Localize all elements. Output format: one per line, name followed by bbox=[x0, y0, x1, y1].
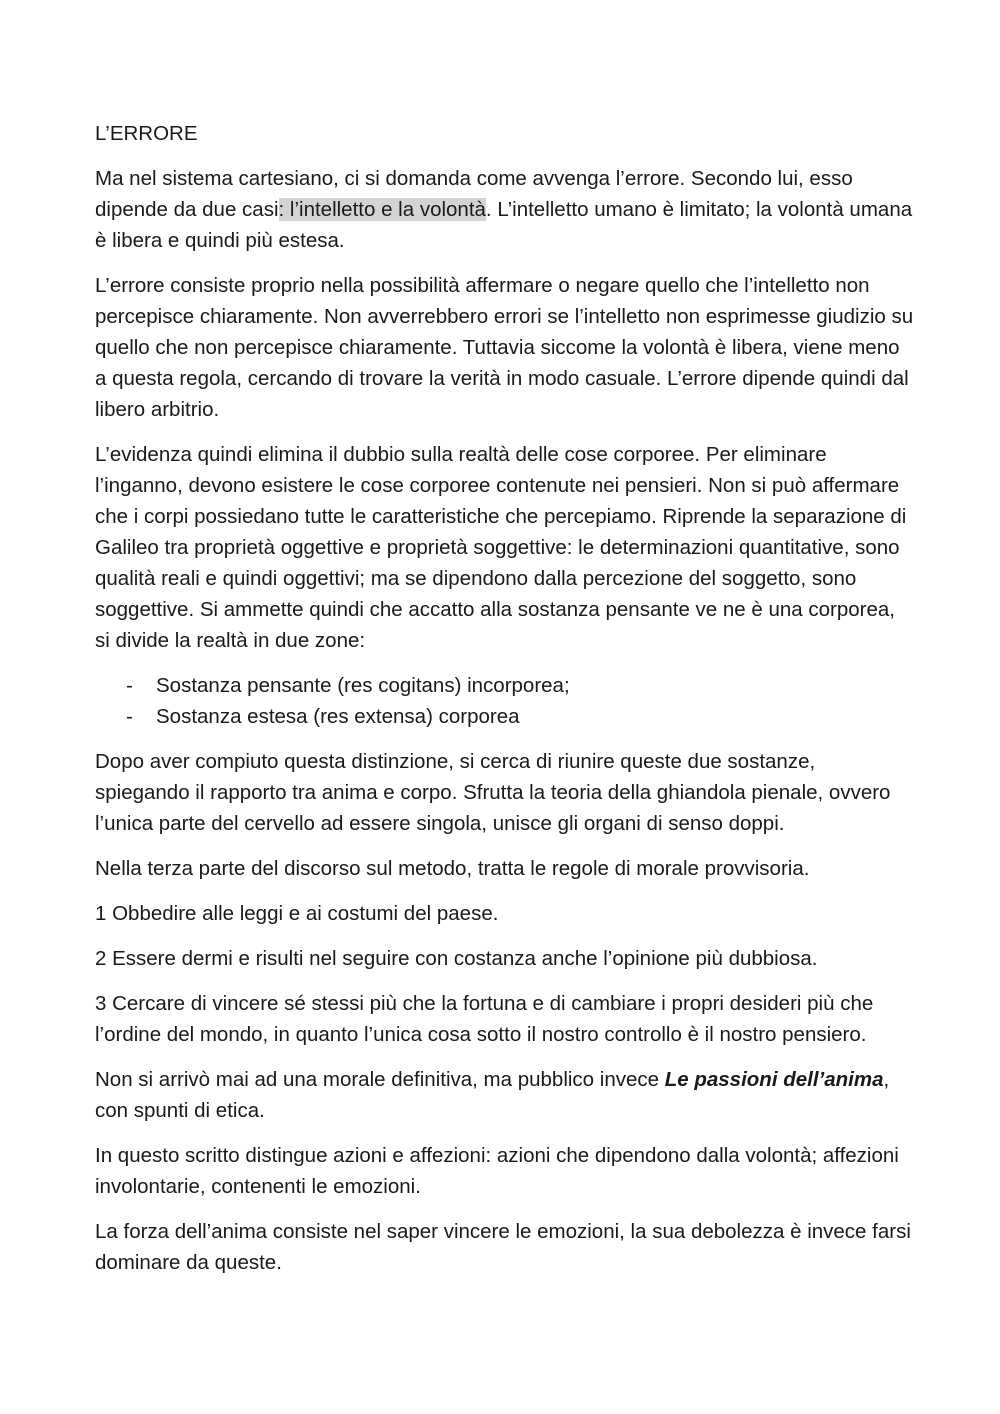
list-item-text: Sostanza pensante (res cogitans) incorporea; bbox=[156, 674, 570, 697]
highlighted-text: : l’intelletto e la volontà bbox=[278, 198, 486, 221]
paragraph-error-definition: L’errore consiste proprio nella possibilità affermare o negare quello che l’intelletto non percepisce chiaramente. Non avverrebbero errori se l’intelletto non esprimesse giudizio su quello che non percepisce chiaramente. Tuttavia siccome la volontà è libera, viene meno a questa regola, cercando di trovare la verità in modo casuale. L’errore dipende quindi dal libero arbitrio. bbox=[95, 274, 914, 421]
paragraph-passions-end: , con spunti di etica. bbox=[95, 1068, 890, 1122]
paragraph-error-causes-start: Ma nel sistema cartesiano, ci si domanda come avvenga l’errore. Secondo lui, esso dipende da due casi bbox=[95, 167, 853, 221]
paragraph-provisional-morals: Nella terza parte del discorso sul metodo, tratta le regole di morale provvisoria. bbox=[95, 857, 810, 880]
list-marker: - bbox=[126, 705, 133, 728]
paragraph-error-causes-end: . L’intelletto umano è limitato; la volontà umana è libera e quindi più estesa. bbox=[95, 198, 913, 252]
paragraph-actions-affections: In questo scritto distingue azioni e affezioni: azioni che dipendono dalla volontà; affezioni involontarie, contenenti le emozioni. bbox=[95, 1144, 899, 1198]
paragraph-error-causes bbox=[95, 163, 915, 256]
rule-3: 3 Cercare di vincere sé stessi più che la fortuna e di cambiare i propri desideri più che l’ordine del mondo, in quanto l’unica cosa sotto il nostro controllo è il nostro pensiero. bbox=[95, 992, 874, 1046]
list-marker: - bbox=[126, 674, 133, 697]
document-page bbox=[95, 118, 915, 1292]
list-item bbox=[95, 701, 915, 732]
substance-list bbox=[95, 670, 915, 732]
list-item bbox=[95, 670, 915, 701]
paragraph-passions bbox=[95, 1064, 915, 1126]
paragraph-evidence: L’evidenza quindi elimina il dubbio sulla realtà delle cose corporee. Per eliminare l’inganno, devono esistere le cose corporee contenute nei pensieri. Non si può affermare che i corpi possiedano tutte le caratteristiche che percepiamo. Riprende la separazione di Galileo tra proprietà oggettive e proprietà soggettive: le determinazioni quantitative, sono qualità reali e quindi oggettivi; ma se dipendono dalla percezione del soggetto, sono soggettive. Si ammette quindi che accatto alla sostanza pensante ve ne è una corporea, si divide la realtà in due zone: bbox=[95, 443, 907, 652]
rule-2: 2 Essere dermi e risulti nel seguire con costanza anche l’opinione più dubbiosa. bbox=[95, 947, 818, 970]
paragraph-soul-strength: La forza dell’anima consiste nel saper vincere le emozioni, la sua debolezza è invece farsi dominare da queste. bbox=[95, 1220, 911, 1274]
paragraph-soul-body: Dopo aver compiuto questa distinzione, si cerca di riunire queste due sostanze, spiegando il rapporto tra anima e corpo. Sfrutta la teoria della ghiandola pienale, ovvero l’unica parte del cervello ad essere singola, unisce gli organi di senso doppi. bbox=[95, 750, 891, 835]
list-item-text: Sostanza estesa (res extensa) corporea bbox=[156, 705, 520, 728]
book-title: Le passioni dell’anima bbox=[664, 1068, 884, 1091]
document-title: L’ERRORE bbox=[95, 122, 198, 145]
paragraph-passions-start: Non si arrivò mai ad una morale definitiva, ma pubblico invece bbox=[95, 1068, 665, 1091]
rule-1: 1 Obbedire alle leggi e ai costumi del paese. bbox=[95, 902, 499, 925]
